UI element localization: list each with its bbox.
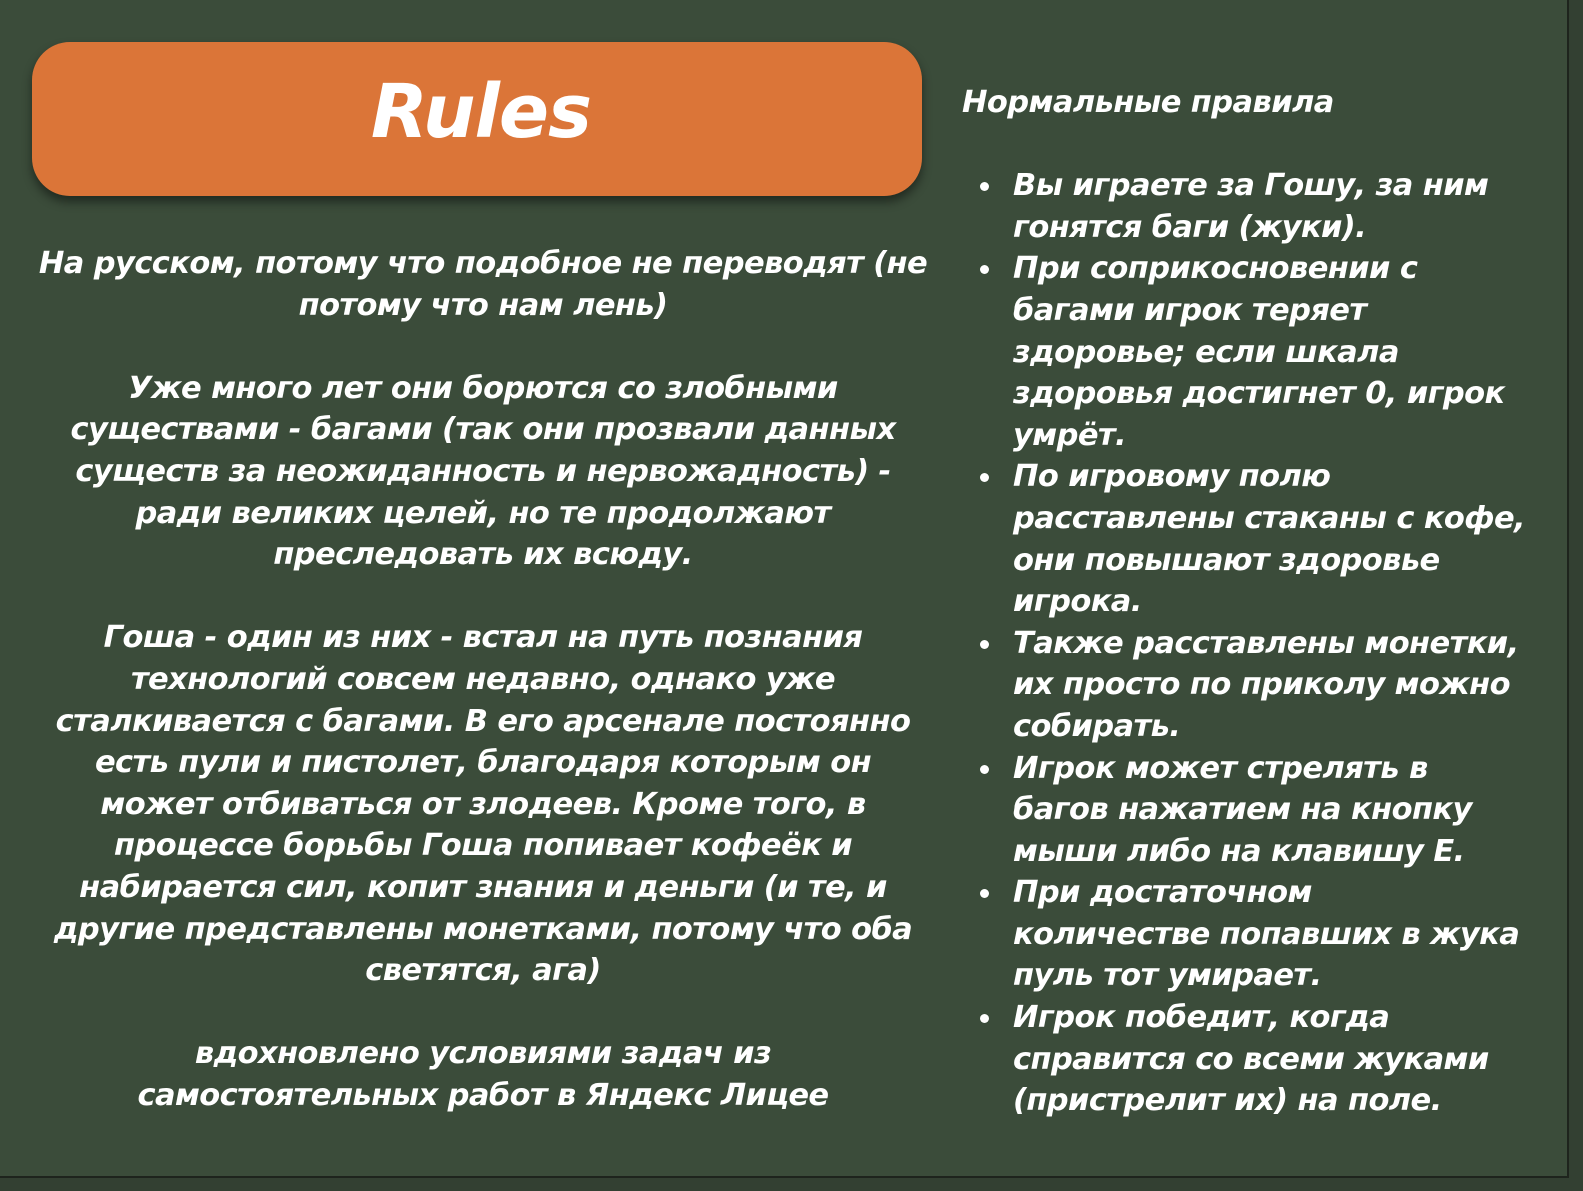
rule-text: При достаточном количестве попавших в жука пуль тот умирает. xyxy=(1013,875,1520,994)
rules-column xyxy=(962,82,1552,1122)
rule-text: Также расставлены монетки, их просто по приколу можно собирать. xyxy=(1013,625,1519,744)
rule-text: Игрок победит, когда справится со всеми жуками (пристрелит их) на поле. xyxy=(1013,1000,1489,1119)
story-column xyxy=(24,243,942,1116)
title-banner xyxy=(32,42,922,196)
bullet-icon xyxy=(980,765,989,774)
bullet-icon xyxy=(980,473,989,482)
rule-item xyxy=(962,997,1552,1122)
rule-item xyxy=(962,623,1552,748)
bullet-icon xyxy=(980,182,989,191)
rule-text: Игрок может стрелять в багов нажатием на кнопку мыши либо на клавишу E. xyxy=(1013,750,1472,869)
rule-item xyxy=(962,165,1552,248)
page-title: Rules xyxy=(370,69,592,155)
rule-text: По игровому полю расставлены стаканы с кофе, они повышают здоровье игрока. xyxy=(1013,459,1526,620)
rule-item xyxy=(962,748,1552,873)
story-paragraph-intro: На русском, потому что подобное не переводят (не потому что нам лень) xyxy=(38,246,928,323)
bullet-icon xyxy=(980,1014,989,1023)
story-paragraph-bugs: Уже много лет они борются со злобными существами - багами (так они прозвали данных существ за неожиданность и нервожадность) - ради великих целей, но те продолжают преследовать их всюду. xyxy=(70,370,896,573)
rules-heading: Нормальные правила xyxy=(962,85,1334,120)
rule-item xyxy=(962,248,1552,456)
bullet-icon xyxy=(980,640,989,649)
rule-item xyxy=(962,872,1552,997)
bullet-icon xyxy=(980,889,989,898)
story-paragraph-credits: вдохновлено условиями задач из самостоятельных работ в Яндекс Лицее xyxy=(137,1036,829,1113)
story-paragraph-gosha: Гоша - один из них - встал на путь познания технологий совсем недавно, однако уже сталкивается с багами. В его арсенале постоянно есть пули и пистолет, благодаря которым он может отбиваться от злодеев. Кроме того, в процессе борьбы Гоша попивает кофеёк и набирается сил, копит знания и деньги (и те, и другие представлены монетками, потому что оба светятся, ага) xyxy=(53,620,913,989)
rule-item xyxy=(962,456,1552,622)
rule-text: При соприкосновении с багами игрок теряет здоровье; если шкала здоровья достигнет 0, игрок умрёт. xyxy=(1013,251,1505,453)
bullet-icon xyxy=(980,265,989,274)
rules-list xyxy=(962,165,1552,1122)
rule-text: Вы играете за Гошу, за ним гонятся баги (жуки). xyxy=(1013,168,1489,245)
